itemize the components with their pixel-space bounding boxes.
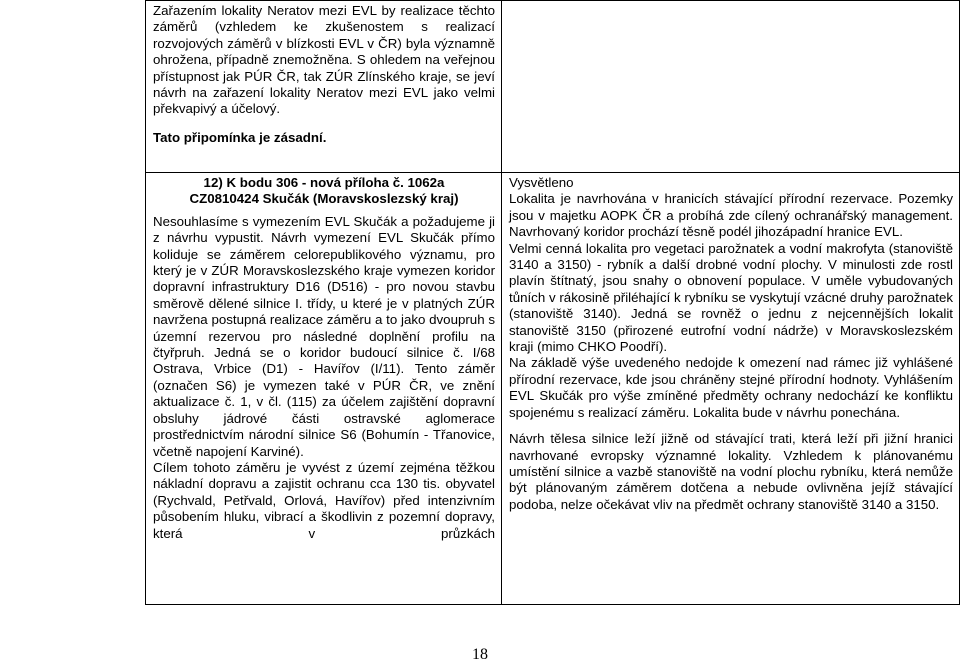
table-row <box>146 1 960 173</box>
page-number: 18 <box>472 646 488 663</box>
section-heading: 12) K bodu 306 - nová příloha č. 1062a <box>203 175 445 190</box>
response-paragraph: Na základě výše uvedeného nedojde k omezení nad rámec již vyhlášené přírodní rezervace, kde jsou chráněny stejné přírodní hodnoty. Vyhlášením EVL Skučák pro výše zmíněné předměty ochrany nedochází ke konfliktu spojenému s realizací záměru. Lokalita bude v návrhu ponechána. <box>509 355 953 420</box>
response-paragraph: Návrh tělesa silnice leží jižně od stávající trati, která leží při jižní hranici navrhované evropsky významné lokality. Vzhledem k plánovanému umístění silnice a vazbě stanoviště na vodní plochu rybníku, která nemůže být plánovaným záměrem dotčena a nebude ovlivněna jejíž stávající podoba, nelze očekávat vliv na předmět ochrany stanoviště 3140 a 3150. <box>509 431 953 512</box>
section-subheading: CZ0810424 Skučák (Moravskoslezský kraj) <box>189 191 459 207</box>
table-row <box>146 173 960 605</box>
comment-cell <box>146 1 502 173</box>
response-paragraph: Velmi cenná lokalita pro vegetaci parožnatek a vodní makrofyta (stanoviště 3140 a 3150) - rybník a další drobné vodní plochy. V minulosti zde rostl plavín štítnatý, jsou snahy o obnovení populace. V uměle vybudovaných tůních v rákosině přiléhající k rybníku se vyskytují vzácné druhy parožnatek (stanoviště 3140). Jedná se rovněž o jednu z nejcennějších lokalit stanoviště 3150 (přirozené eutrofní vodní nádrže) v Moravskoslezském kraji (mimo CHKO Poodří). <box>509 240 953 355</box>
response-cell <box>502 173 960 605</box>
comment-paragraph: Cílem tohoto záměru je vyvést z území zejména těžkou nákladní dopravu a zajistit ochranu cca 130 tis. obyvatel (Rychvald, Petřvald, Orlová, Havířov) před intenzivním působením hluku, vibrací a škodlivin z pozemní dopravy, která v průzkách <box>153 459 495 541</box>
response-paragraph: Lokalita je navrhována v hranicích stávající přírodní rezervace. Pozemky jsou v majetku AOPK ČR a probíhá zde cílený ochranářský management. Navrhovaný koridor prochází těsně podél jihozápadní hranice EVL. <box>509 191 953 240</box>
comment-paragraph: Nesouhlasíme s vymezením EVL Skučák a požadujeme ji z návrhu vypustit. Návrh vymezení EVL Skučák přímo koliduje se záměrem celorepublikového významu, pro který je v ZÚR Moravskoslezského kraje vymezen koridor dopravní infrastruktury D16 (D516) - pro novou stavbu směrově dělené silnice I. třídy, u které je v platných ZÚR navržena postupná realizace záměru a to jako dvoupruh s územní rezervou pro následné doplnění profilu na čtyřpruh. Jedná se o koridor budoucí silnice č. I/68 Ostrava, Vrbice (D1) - Havířov (I/11). Tento záměr (označen S6) je vymezen také v PÚR ČR, ve znění aktualizace č. 1, v čl. (115) za účelem zajištění dopravní obsluhy jádrové části ostravské aglomerace prostřednictvím národní silnice S6 (Bohumín - Třanovice, včetně napojení Karviné). <box>153 213 495 459</box>
emphasis-note: Tato připomínka je zásadní. <box>153 129 327 145</box>
response-cell <box>502 1 960 173</box>
comment-cell <box>146 173 502 605</box>
comments-table <box>145 0 960 605</box>
comment-paragraph: Zařazením lokality Neratov mezi EVL by realizace těchto záměrů (vzhledem ke zkušenostem s realizací rozvojových záměrů v blízkosti EVL v ČR) byla významně ohrožena, případně znemožněna. S ohledem na veřejnou přístupnost jak PÚR ČR, tak ZÚR Zlínského kraje, se jeví návrh na zařazení lokality Neratov mezi EVL jako velmi překvapivý a účelový. <box>153 3 495 117</box>
response-heading: Vysvětleno <box>509 175 574 190</box>
